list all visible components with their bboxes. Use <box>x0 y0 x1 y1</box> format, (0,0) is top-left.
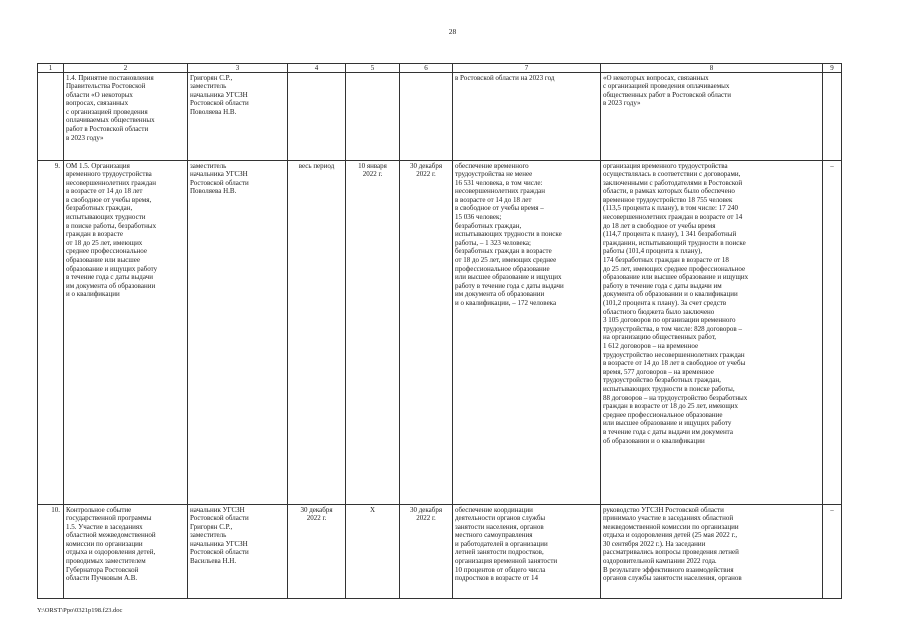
note-cell <box>823 73 842 161</box>
column-number: 7 <box>453 64 601 73</box>
event-cell: Контрольное событие государственной программы 1.5. Участие в заседаниях областной межведомственной комиссии по организации отдыха и оздоровления детей, проводимых заместителем Губернатора Ростовской области Пучковым А.В. <box>64 505 188 599</box>
event-cell: 1.4. Принятие постановления Правительства Ростовской области «О некоторых вопросах, связанных с организацией проведения оплачиваемых общественных работ в Ростовской области в 2023 году» <box>64 73 188 161</box>
actual-result-cell: руководство УГСЗН Ростовской области принимало участие в заседаниях областной межведомственной комиссии по организации отдыха и оздоровления детей (25 мая 2022 г., 30 сентября 2022 г.). На заседании рассматривались вопросы проведения летней оздоровительной кампании 2022 года. В результате эффективного взаимодействия органов службы занятости населения, органов <box>601 505 823 599</box>
expected-result-cell: в Ростовской области на 2023 год <box>453 73 601 161</box>
page-number: 28 <box>448 27 457 36</box>
end-date-cell <box>400 73 453 161</box>
column-number: 9 <box>823 64 842 73</box>
responsible-cell: начальник УГСЗН Ростовской области Григорян С.Р., заместитель начальника УГСЗН Ростовской области Васильева Н.Н. <box>188 505 288 599</box>
responsible-cell: Григорян С.Р., заместитель начальника УГСЗН Ростовской области Поволяева Н.В. <box>188 73 288 161</box>
column-number: 5 <box>346 64 400 73</box>
end-date-cell: 30 декабря 2022 г. <box>400 161 453 505</box>
start-date-cell: 10 января 2022 г. <box>346 161 400 505</box>
end-date-cell: 30 декабря 2022 г. <box>400 505 453 599</box>
table-row <box>38 505 842 599</box>
column-number: 4 <box>288 64 346 73</box>
footer-file-path: Y:\ORST\Ppo\0321p198.f23.doc <box>37 607 123 614</box>
table-row <box>38 73 842 161</box>
period-cell <box>288 73 346 161</box>
start-date-cell <box>346 73 400 161</box>
row-number: 9. <box>38 161 64 505</box>
row-number: 10. <box>38 505 64 599</box>
column-number-row <box>38 64 842 73</box>
actual-result-cell: «О некоторых вопросах, связанных с организацией проведения оплачиваемых общественных работ в Ростовской области в 2023 году» <box>601 73 823 161</box>
column-number: 6 <box>400 64 453 73</box>
period-cell: весь период <box>288 161 346 505</box>
expected-result-cell: обеспечение временного трудоустройства не менее 16 531 человека, в том числе: несовершеннолетних граждан в возрасте от 14 до 18 лет в свободное от учебы время – 15 036 человек; безработных граждан, испытывающих трудности в поиске работы, – 1 323 человека; безработных граждан в возрасте от 18 до 25 лет, имеющих среднее профессиональное образование или высшее образование и ищущих работу в течение года с даты выдачи им документа об образовании и о квалификации, – 172 человека <box>453 161 601 505</box>
note-cell: – <box>823 505 842 599</box>
column-number: 8 <box>601 64 823 73</box>
report-table <box>37 63 842 599</box>
expected-result-cell: обеспечение координации деятельности органов службы занятости населения, органов местного самоуправления и работодателей в организации летней занятости подростков, организация временной занятости 10 процентов от общего числа подростков в возрасте от 14 <box>453 505 601 599</box>
note-cell: – <box>823 161 842 505</box>
column-number: 3 <box>188 64 288 73</box>
responsible-cell: заместитель начальника УГСЗН Ростовской области Поволяева Н.В. <box>188 161 288 505</box>
table-row <box>38 161 842 505</box>
column-number: 1 <box>38 64 64 73</box>
event-cell: ОМ 1.5. Организация временного трудоустройства несовершеннолетних граждан в возрасте от 14 до 18 лет в свободное от учебы время, безработных граждан, испытывающих трудности в поиске работы, безработных граждан в возрасте от 18 до 25 лет, имеющих среднее профессиональное образование или высшее образование и ищущих работу в течение года с даты выдачи им документа об образовании и о квалификации <box>64 161 188 505</box>
row-number <box>38 73 64 161</box>
start-date-cell: Х <box>346 505 400 599</box>
period-cell: 30 декабря 2022 г. <box>288 505 346 599</box>
actual-result-cell: организация временного трудоустройства осуществлялась в соответствии с договорами, заключенными с работодателями в Ростовской области, в рамках которых было обеспечено временное трудоустройство 18 755 человек (113,5 процента к плану), в том числе: 17 240 несовершеннолетних граждан в возрасте от 14 до 18 лет в свободное от учебы время (114,7 процента к плану), 1 341 безработный гражданин, испытывающий трудности в поиске работы (101,4 процента к плану), 174 безработных граждан в возрасте от 18 до 25 лет, имеющих среднее профессиональное образование или высшее образование и ищущих работу в течение года с даты выдачи им документа об образовании и о квалификации (101,2 процента к плану). За счет средств областного бюджета было заключено 3 105 договоров по организации временного трудоустройства, в том числе: 828 договоров – на организацию общественных работ, 1 612 договоров – на временное трудоустройство несовершеннолетних граждан в возрасте от 14 до 18 лет в свободное от учебы время, 577 договоров – на временное трудоустройство безработных граждан, испытывающих трудности в поиске работы, 88 договоров – на трудоустройство безработных граждан в возрасте от 18 до 25 лет, имеющих среднее профессиональное образование или высшее образование и ищущих работу в течение года с даты выдачи им документа об образовании и о квалификации <box>601 161 823 505</box>
column-number: 2 <box>64 64 188 73</box>
